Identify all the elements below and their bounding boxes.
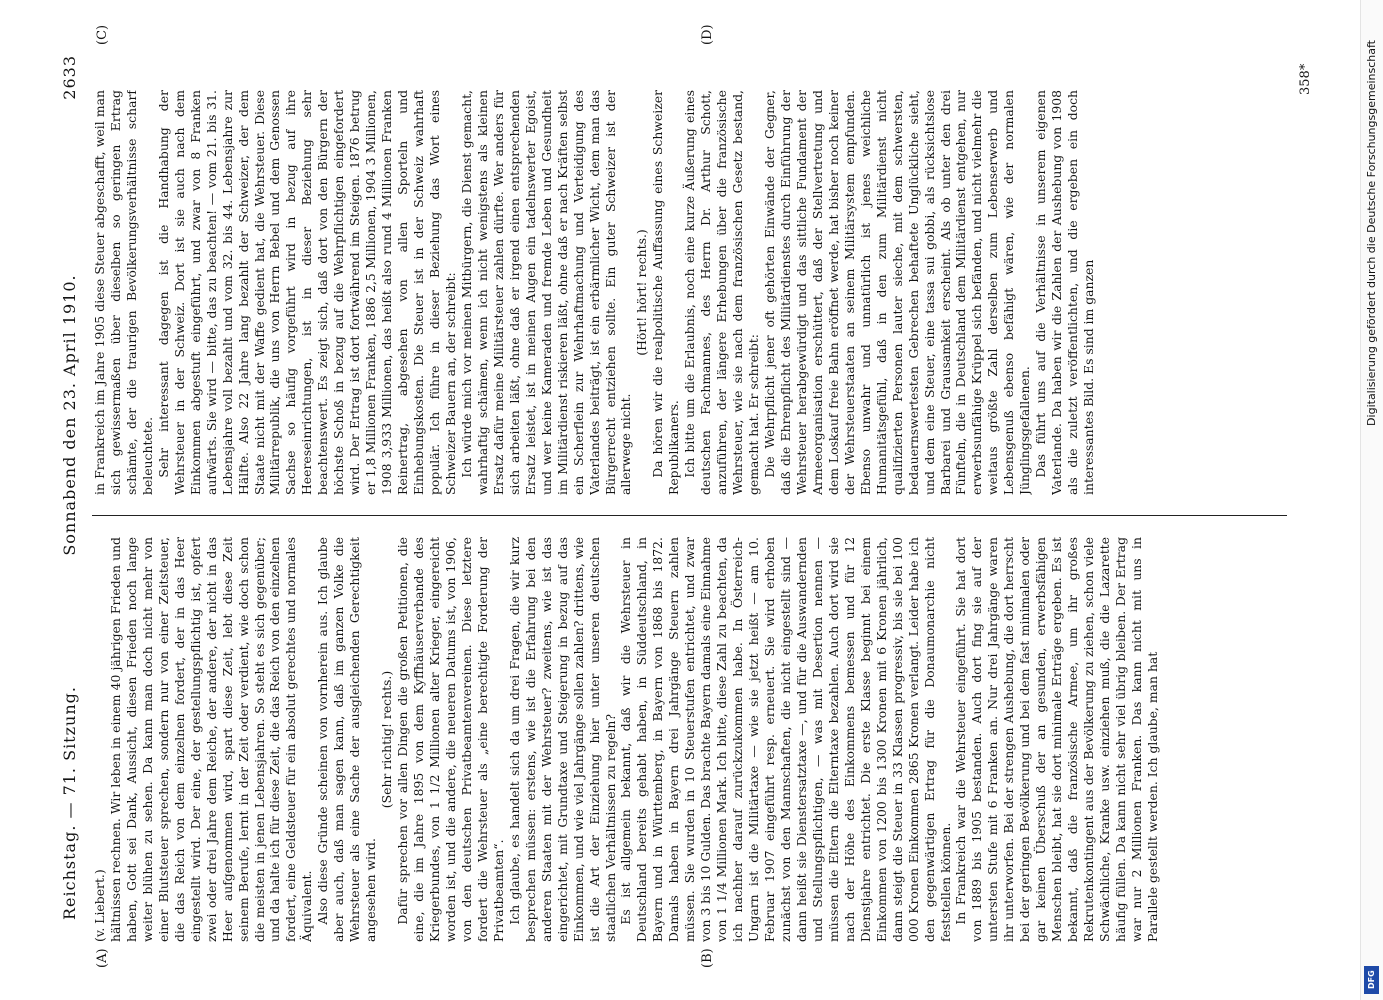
digitization-sidebar <box>1360 0 1383 1000</box>
page-number: 2633 <box>60 55 79 100</box>
interjection: (Sehr richtig! rechts.) <box>379 670 395 809</box>
left-column <box>92 537 1287 942</box>
signature-mark: 358* <box>1298 63 1313 95</box>
paragraph: Da hören wir die realpolitische Auffassung eines Schweizer Republikaners. <box>650 90 682 495</box>
paragraph: hältnissen rechnen. Wir leben in einem 40 jährigen Frieden und haben, Gott sei Dank, Aussicht, diesen Frieden noch lange weiter blühen zu sehen. Da kann man doch nicht mehr von einer Blutsteuer sprechen, sondern nur von einer Zeitsteuer, die das Reich von dem einzelnen fordert, der in das Heer eingestellt wird. Der eine, der gestellungspflichtig ist, opfert zwei oder drei Jahre dem Reiche, der andere, der nicht in das Heer aufgenommen wird, spart diese Zeit, lebt diese Zeit seinem Berufe, lernt in der Zeit oder verdient, wie doch schon die meisten in jenen Lebensjahren. So steht es sich gegenüber; und da halte ich für diese Zeit, die das Reich von den einzelnen fordert, eine Geldsteuer für ein absolut gerechtes und normales Äquivalent. <box>107 537 315 942</box>
paragraph: Das führt uns auf die Verhältnisse in unserem eigenen Vaterlande. Da haben wir die Zahlen der Aushebung von 1908 als die zuletzt veröffentlichten, und die ergeben ein doch interessantes Bild. Es sind im ganzen <box>1033 90 1097 495</box>
quotation: Ich würde mich vor meinen Mitbürgern, die Dienst gemacht, wahrhaftig schämen, wenn ich nicht wenigstens als kleinen Ersatz dafür meine Militärsteuer zahlen dürfte. Wer anders für sich arbeiten läßt, ohne daß er irgend einen entsprechenden Ersatz leistet, ist in meinen Augen ein tadelnswerter Egoist, und wer keine Kameraden und fremde Leben und Gesundheit im Militärdienst riskieren läßt, ohne daß er nach Kräften selbst ein Scherflein zur Wehrhaftmachung und Verteidigung des Vaterlandes beiträgt, ist ein erbärmlicher Wicht, dem man das Bürgerrecht entziehen sollte. Ein guter Schweizer ist der allerwege nicht. <box>458 90 634 495</box>
speaker-label: (v. Liebert.) <box>92 869 107 942</box>
paragraph: Es ist allgemein bekannt, daß wir die Wehrsteuer in Deutschland bereits gehabt haben, in Süddeutschland, in Bayern und in Württemberg, in Bayern von 1868 bis 1872. Damals haben in Bayern drei Jahrgänge Steuern zahlen müssen. Sie wurden in 10 Steuerstufen entrichtet, und zwar von 3 bis 10 Gulden. Das brachte Bayern damals eine Einnahme von 1 1/4 Millionen Mark. Ich bitte, diese Zahl zu beachten, da ich nachher darauf zurückzukommen habe. In Österreich-Ungarn ist die Militärtaxe — wie sie jetzt heißt — am 10. Februar 1907 eingeführt resp. erneuert. Sie wird erhoben zunächst von den Mannschaften, die nicht eingestellt sind — dann heißt sie Dienstersatztaxe —, und für die Auswandernden und Stellungspflichtigen, — was mit Desertion nennen — müssen die Eltern die Elterntaxe bezahlen. Auch dort wird sie nach der Höhe des Einkommens bemessen und für 12 Dienstjahre entrichtet. Die erste Klasse beginnt bei einem Einkommen von 1200 bis 1300 Kronen mit 6 Kronen jährlich, dann steigt die Steuer in 33 Klassen progressiv, bis sie bei 100 000 Kronen Einkommen 2865 Kronen verlangt. Leider habe ich den gegenwärtigen Ertrag für die Donaumonarchie nicht feststellen können. <box>618 537 953 942</box>
column-divider <box>92 515 1287 516</box>
margin-marker-d: (D) <box>700 24 715 45</box>
margin-marker-a: (A) <box>95 948 110 968</box>
dfg-logo-icon: DFG <box>1364 966 1379 994</box>
paragraph: In Frankreich war die Wehrsteuer eingeführt. Sie hat dort von 1889 bis 1905 bestanden. Auch dort fing sie auf der untersten Stufe mit 6 Franken an. Nur drei Jahrgänge waren ihr unterworfen. Bei der strengen Aushebung, die dort herrscht bei der geringen Bevölkerung und bei dem fast minimalen oder gar keinen Überschuß der an gesunden, erwerbsfähigen Menschen bleibt, hat sie dort minimale Erträge ergeben. Es ist bekannt, daß die französische Armee, um ihr großes Rekrutenkontingent aus der Bevölkerung zu ziehen, schon viele Schwächliche, Kranke usw. einziehen muß, die die Lazarette häufig füllen. Da kann nicht sehr viel übrig bleiben. Der Ertrag war nur 2 Millionen Franken. Das kann nicht mit uns in Parallele gestellt werden. Ich glaube, man hat <box>953 537 1160 942</box>
session-date: Sonnabend den 23. April 1910. <box>60 274 79 556</box>
right-column <box>92 90 1287 495</box>
paragraph: Dafür sprechen vor allen Dingen die großen Petitionen, die eine, die im Jahre 1895 von dem Kyffhäuserverbande des Kriegerbundes, von 1 1/2 Millionen alter Krieger, eingereicht worden ist, und die andere, die neueren Datums ist, von 1906, von den deutschen Privatbeamtenvereinen. Diese letztere fordert die Wehrsteuer als „eine berechtigte Forderung der Privatbeamten“. <box>395 537 506 942</box>
paragraph: Also diese Gründe scheinen von vornherein aus. Ich glaube aber auch, daß man sagen kann, daß im ganzen Volke die Wehrsteuer als eine Sache der ausgleichenden Gerechtigkeit angesehen wird. <box>315 537 379 942</box>
interjection: (Hört! hört! rechts.) <box>634 229 650 356</box>
dfg-credit: Digitalisierung gefördert durch die Deutsche Forschungsgemeinschaft <box>1365 40 1378 426</box>
margin-marker-c: (C) <box>95 24 110 45</box>
running-head: Reichstag. — 71. Sitzung. <box>60 686 79 920</box>
quotation: Die Wehrpflicht jener oft gehörten Einwände der Gegner, daß die Ehrenpflicht des Militärdienstes durch Einführung der Wehrsteuer herabgewürdigt und das sittliche Fundament der Armeeorganisation erschüttert, daß der Stellvertretung und dem Loskauf freie Bahn eröffnet werde, hat bisher noch keiner der Wehrsteuerstaaten an seinem Militärsystem empfunden. Ebenso unwahr und unnatürlich ist jenes weichliche Humanitätsgefühl, daß in den zum Militärdienst nicht qualifizierten Personen lauter sieche, mit dem schwersten, bedauernswertesten Gebrechen behaftete Unglückliche sieht, und dem eine Steuer, eine tassa sui gobbi, als rücksichtslose Barbarei und Grausamkeit erscheint. Als ob unter den drei Fünfteln, die in Deutschland dem Militärdienst entgehen, nur erwerbsunfähige Krüppel sich befänden, und nicht vielmehr die weitaus größte Zahl derselben zum Lebenserwerb und Lebensgenuß ebenso befähigt wären, wie der normalen Jünglingsgefallenen. <box>762 90 1033 495</box>
paragraph: in Frankreich im Jahre 1905 diese Steuer abgeschafft, weil man sich gewissermaßen über dieselben so geringen Ertrag schämte, der die traurigen Bevölkerungsverhältnisse scharf beleuchtete. <box>92 90 155 495</box>
paragraph: Ich bitte um die Erlaubnis, noch eine kurze Äußerung eines deutschen Fachmannes, des Herrn Dr. Arthur Schott, anzuführen, der längere Erhebungen über die französische Wehrsteuer, wie sie nach dem französischen Gesetz bestand, gemacht hat. Er schreibt: <box>682 90 762 495</box>
paragraph: Sehr interessant dagegen ist die Handhabung der Wehrsteuer in der Schweiz. Dort ist sie auch nach dem Einkommen abgestuft eingeführt, und zwar von 8 Franken aufwärts. Sie wird — bitte, das zu beachten! — vom 21. bis 31. Lebensjahre voll bezahlt und vom 32. bis 44. Lebensjahre zur Hälfte. Also 22 Jahre lang bezahlt der Schweizer, der dem Staate nicht mit der Waffe gedient hat, die Wehrsteuer. Diese Militärrepublik, die uns von Herrn Bebel und dem Genossen Sachse so häufig vorgeführt wird in bezug auf ihre Heereseinrichtungen, ist in dieser Beziehung sehr beachtenswert. Es zeigt sich, daß dort von den Bürgern der höchste Schoß in bezug auf die Wehrpflichtigen eingefordert wird. Der Ertrag ist dort fortwährend im Steigen. 1876 betrug er 1,8 Millionen Franken, 1886 2,5 Millionen, 1904 3 Millionen, 1908 3,933 Millionen, das heißt also rund 4 Millionen Franken Reinertrag, abgesehen von allen Sporteln und Einhebungskosten. Die Steuer ist in der Schweiz wahrhaft populär. Ich führe in dieser Beziehung das Wort eines Schweizer Bauern an, der schreibt: <box>155 90 458 495</box>
paragraph: Ich glaube, es handelt sich da um drei Fragen, die wir kurz besprechen müssen: erstens, wie ist die Erfahrung bei den anderen Staaten mit der Wehrsteuer? zweitens, wie ist das eingerichtet, mit Grundtaxe und Steigerung in bezug auf das Einkommen, und wie viel Jahrgänge sollen zahlen? drittens, wie ist die Art der Einziehung hier unter unseren deutschen staatlichen Verhältnissen zu regeln? <box>506 537 618 942</box>
margin-marker-b: (B) <box>700 948 715 968</box>
